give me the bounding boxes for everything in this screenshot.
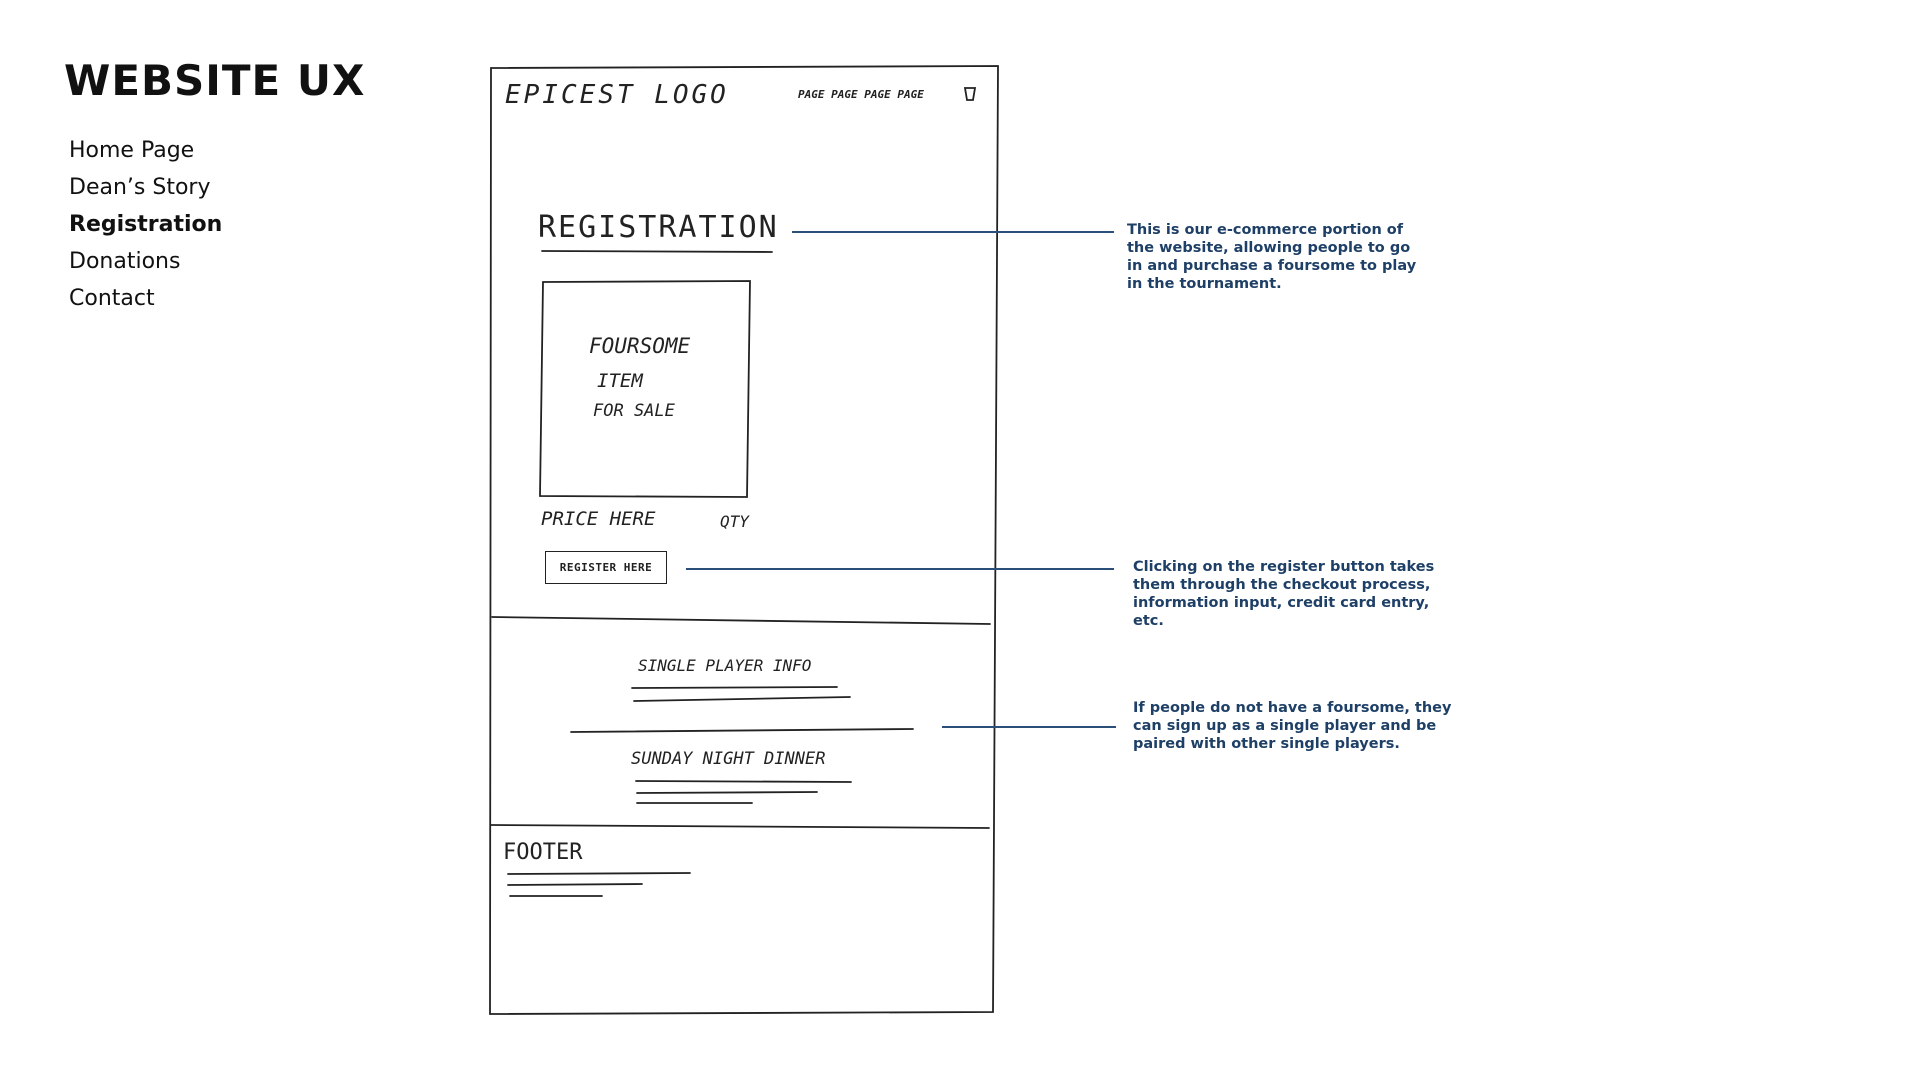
product-label-line3: FOR SALE <box>593 401 675 421</box>
page-title: WEBSITE UX <box>64 56 366 105</box>
heading-underline <box>542 251 772 252</box>
cart-icon <box>965 88 975 100</box>
nav-item-deans-story[interactable]: Dean’s Story <box>69 175 211 200</box>
product-label-line2: ITEM <box>597 370 643 392</box>
wireframe-heading: REGISTRATION <box>538 210 779 245</box>
footer-label: FOOTER <box>503 840 583 865</box>
wireframe-logo: EPICEST LOGO <box>505 80 729 110</box>
qty-label: QTY <box>720 512 749 531</box>
text-line <box>637 792 817 793</box>
product-label-line1: FOURSOME <box>589 334 691 358</box>
text-line <box>508 873 690 874</box>
single-player-label: SINGLE PLAYER INFO <box>638 656 812 675</box>
register-here-button[interactable]: REGISTER HERE <box>545 551 667 584</box>
nav-item-registration[interactable]: Registration <box>69 212 223 237</box>
text-line <box>508 884 642 885</box>
price-label: PRICE HERE <box>541 508 656 530</box>
text-line <box>634 697 850 701</box>
text-line <box>636 781 851 782</box>
nav-item-donations[interactable]: Donations <box>69 249 181 274</box>
annotation-single: If people do not have a foursome, they can sign up as a single player and be paired with other single players. <box>1133 700 1452 752</box>
section-divider <box>492 617 990 624</box>
product-box <box>540 281 750 497</box>
text-line <box>571 729 913 732</box>
section-divider <box>491 825 989 828</box>
nav-item-contact[interactable]: Contact <box>69 286 155 311</box>
annotation-ecommerce: This is our e-commerce portion of the website, allowing people to go in and purchase a foursome to play in the tournament. <box>1127 222 1417 292</box>
annotation-register: Clicking on the register button takes them through the checkout process, information input, credit card entry, etc. <box>1133 559 1435 629</box>
sunday-dinner-label: SUNDAY NIGHT DINNER <box>631 749 826 769</box>
wireframe-frame <box>490 66 998 1014</box>
text-line <box>632 687 837 688</box>
nav-item-home-page[interactable]: Home Page <box>69 138 195 163</box>
wireframe-nav-links: PAGE PAGE PAGE PAGE <box>798 88 924 101</box>
